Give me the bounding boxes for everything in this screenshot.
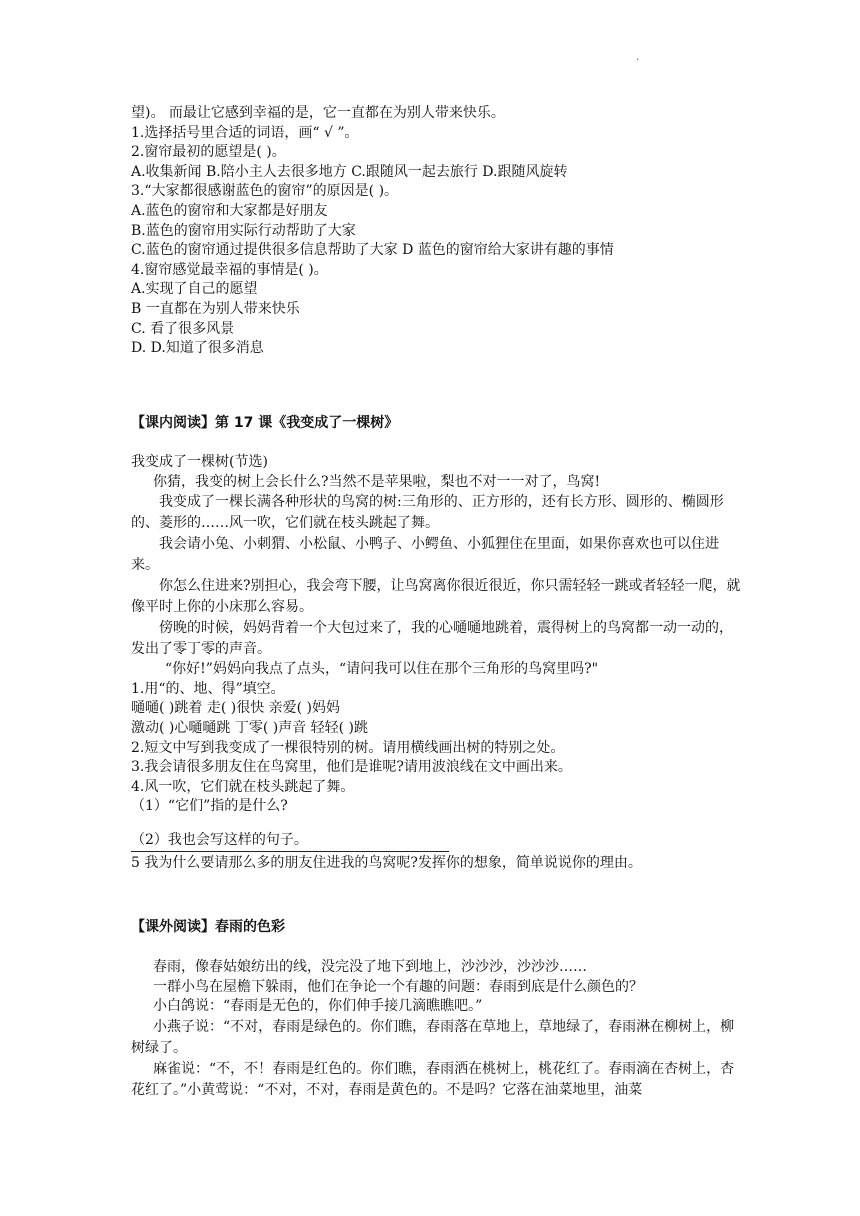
question-fill-row-2: 激动( )心嗵嗵跳 丁零( )声音 轻轻( )跳 <box>131 719 369 736</box>
question-wind-blows: 4.风一吹，它们就在枝头跳起了舞。 <box>131 778 355 795</box>
section-window-curtain-questions <box>131 104 741 359</box>
question-3-option-a: A.蓝色的窗帘和大家都是好朋友 <box>131 202 328 219</box>
section-3-heading-text: 【课外阅读】春雨的色彩 <box>131 919 285 935</box>
text-line: 望)。 而最让它感到幸福的是，它一直都在为别人带来快乐。 <box>131 105 505 121</box>
section-3-passage <box>131 958 741 1101</box>
section-2-passage <box>131 453 741 873</box>
question-3-option-b: B.蓝色的窗帘用实际行动帮助了大家 <box>131 222 356 239</box>
question-4-option-d: D. D.知道了很多消息 <box>131 340 264 357</box>
spring-rain-paragraph-5: 麻雀说：“不，不！春雨是红色的。你们瞧，春雨洒在桃树上，桃花红了。春雨滴在杏树上，杏花红了。”小黄莺说：“不对，不对，春雨是黄色的。不是吗？它落在油菜地里，油菜 <box>131 1060 735 1098</box>
question-2-options: A.收集新闻 B.陪小主人去很多地方 C.跟随风一起去旅行 D.跟随风旋转 <box>131 163 568 180</box>
spring-rain-paragraph-1: 春雨，像春姑娘纺出的线，没完没了地下到地上，沙沙沙，沙沙沙…… <box>153 959 587 975</box>
question-5: 5 我为什么要请那么多的朋友住进我的鸟窝呢?发挥你的想象，简单说说你的理由。 <box>131 854 642 871</box>
passage-paragraph-1: 你猜，我变的树上会长什么?当然不是苹果啦，梨也不对一一对了，鸟窝! <box>153 473 601 490</box>
page-dot: . <box>636 52 640 63</box>
question-4-part-1: （1）“它们”指的是什么? <box>131 798 288 815</box>
spring-rain-paragraph-4: 小燕子说：“不对，春雨是绿色的。你们瞧，春雨落在草地上，草地绿了，春雨淋在柳树上，柳树绿了。 <box>131 1018 735 1056</box>
question-4-option-c: C. 看了很多风景 <box>131 320 235 337</box>
question-2: 2.窗帘最初的愿望是( )。 <box>131 144 286 161</box>
question-4-part-2: （2）我也会写这样的句子。 <box>131 831 308 848</box>
question-fill-de: 1.用“的、地、得”填空。 <box>131 680 285 697</box>
passage-paragraph-6: “你好!”妈妈向我点了点头，“请问我可以住在那个三角形的鸟窝里吗?" <box>165 661 599 678</box>
spring-rain-paragraph-3: 小白鸽说：“春雨是无色的，你们伸手接几滴瞧瞧吧。” <box>153 998 483 1015</box>
question-4-option-b: B 一直都在为别人带来快乐 <box>131 300 300 317</box>
spring-rain-paragraph-2: 一群小鸟在屋檐下躲雨，他们在争论一个有趣的问题：春雨到底是什么颜色的？ <box>153 978 643 995</box>
passage-paragraph-3: 我会请小兔、小刺猬、小松鼠、小鸭子、小鳄鱼、小狐狸住在里面，如果你喜欢也可以住进来。 <box>131 536 719 574</box>
passage-paragraph-4: 你怎么住进来?别担心，我会弯下腰，让鸟窝离你很近很近，你只需轻轻一跳或者轻轻一爬，就像平时上你的小床那么容易。 <box>131 578 741 616</box>
section-3-heading <box>131 918 741 938</box>
question-wavy-friends: 3.我会请很多朋友住在鸟窝里，他们是谁呢?请用波浪线在文中画出来。 <box>131 759 572 776</box>
question-fill-row-1: 嗵嗵( )跳着 走( )很快 亲爱( )妈妈 <box>131 700 341 717</box>
question-1: 1.选择括号里合适的词语，画“ √ ”。 <box>131 124 359 141</box>
question-4: 4.窗帘感觉最幸福的事情是( )。 <box>131 261 328 278</box>
answer-line <box>131 851 449 852</box>
question-4-option-a: A.实现了自己的愿望 <box>131 281 258 298</box>
question-underline-tree: 2.短文中写到我变成了一棵很特别的树。请用横线画出树的特别之处。 <box>131 739 565 756</box>
question-3: 3.“大家都很感谢蓝色的窗帘”的原因是( )。 <box>131 183 399 200</box>
answer-space <box>131 817 741 831</box>
section-2-heading-text: 【课内阅读】第 17 课《我变成了一棵树》 <box>131 415 399 431</box>
question-3-option-cd: C.蓝色的窗帘通过提供很多信息帮助了大家 D 蓝色的窗帘给大家讲有趣的事情 <box>131 242 614 259</box>
section-2-heading <box>131 414 741 434</box>
passage-paragraph-2: 我变成了一棵长满各种形状的鸟窝的树:三角形的、正方形的，还有长方形、圆形的、椭圆形的、菱形的……风一吹，它们就在枝头跳起了舞。 <box>131 494 724 532</box>
passage-paragraph-5: 傍晚的时候，妈妈背着一个大包过来了，我的心嗵嗵地跳着，震得树上的鸟窝都一动一动的，发出了零丁零的声音。 <box>131 620 733 658</box>
passage-subtitle: 我变成了一棵树(节选) <box>131 454 268 470</box>
